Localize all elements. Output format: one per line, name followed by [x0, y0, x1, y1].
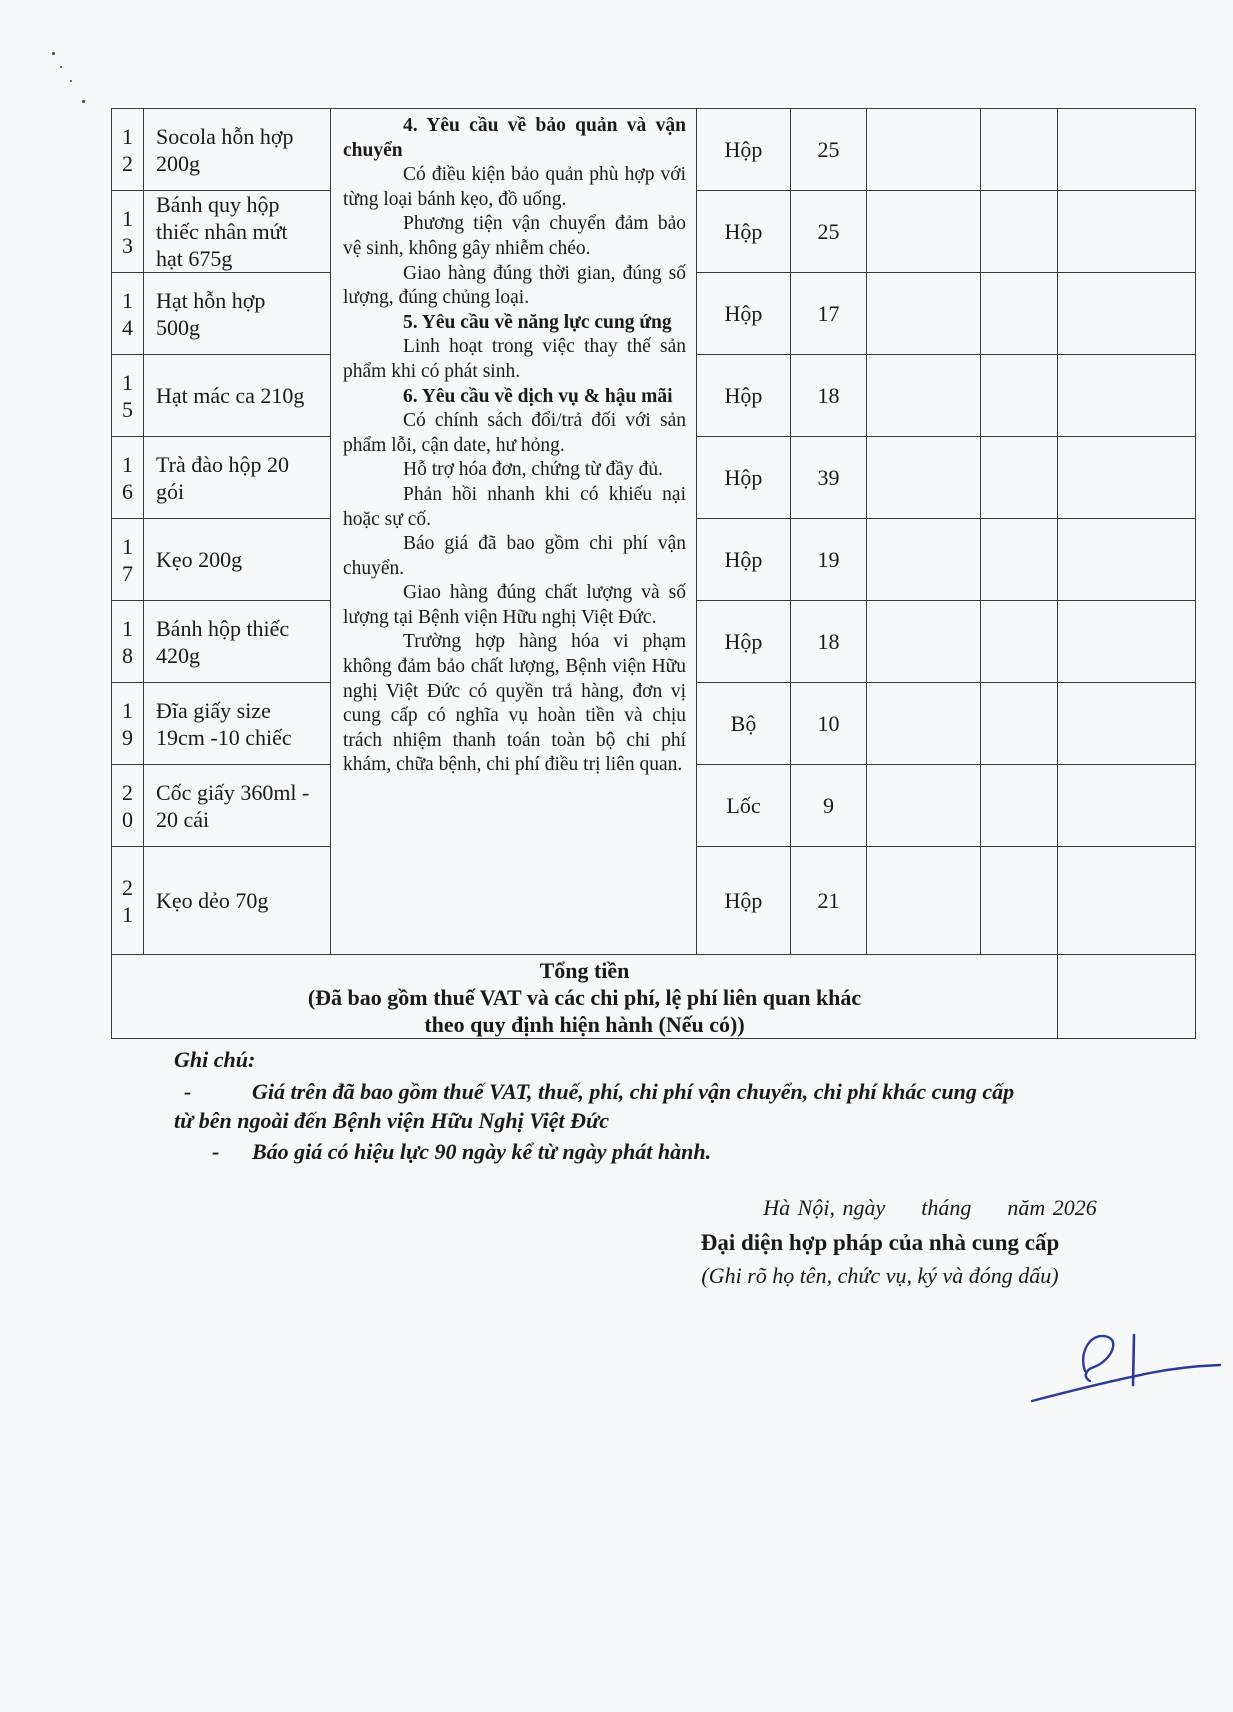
amount-cell — [1058, 355, 1196, 437]
vat-cell — [981, 191, 1058, 273]
unit-price-cell — [867, 355, 981, 437]
unit-price-cell — [867, 437, 981, 519]
item-unit: Hộp — [697, 437, 791, 519]
item-quantity: 25 — [791, 109, 867, 191]
item-number-digit: 5 — [122, 396, 133, 422]
item-unit: Hộp — [697, 601, 791, 683]
item-quantity: 17 — [791, 273, 867, 355]
item-name-line: Hạt hỗn hợp — [156, 287, 266, 313]
vat-cell — [981, 847, 1058, 955]
note-bullet: - — [212, 1139, 220, 1164]
scan-speck — [52, 52, 55, 55]
month-label: tháng — [921, 1195, 972, 1220]
item-name — [144, 683, 331, 765]
item-number — [112, 355, 144, 437]
item-quantity: 39 — [791, 437, 867, 519]
total-label-line: theo quy định hiện hành (Nếu có)) — [424, 1012, 745, 1037]
item-quantity: 9 — [791, 765, 867, 847]
item-number — [112, 765, 144, 847]
unit-price-cell — [867, 191, 981, 273]
amount-cell — [1058, 519, 1196, 601]
amount-cell — [1058, 437, 1196, 519]
scan-speck — [60, 66, 62, 68]
total-row — [112, 955, 1196, 1039]
requirement-text: Trường hợp hàng hóa vi phạm không đảm bảo chất lượng, Bệnh viện Hữu nghị Việt Đức có quyền trả hàng, đơn vị cung cấp có nghĩa vụ hoàn tiền và chịu trách nhiệm thanh toán toàn bộ chi phí khám, chữa bệnh, chi phí điều trị liên quan. — [343, 631, 686, 776]
note-text-2: Báo giá có hiệu lực 90 ngày kể từ ngày phát hành. — [252, 1139, 712, 1164]
item-number — [112, 109, 144, 191]
item-unit: Lốc — [697, 765, 791, 847]
item-quantity: 10 — [791, 683, 867, 765]
vat-cell — [981, 273, 1058, 355]
place-date-label: Hà Nội, ngày — [763, 1195, 886, 1220]
notes-section — [174, 1045, 1134, 1166]
item-name — [144, 355, 331, 437]
item-quantity: 21 — [791, 847, 867, 955]
item-unit: Hộp — [697, 109, 791, 191]
item-unit: Hộp — [697, 847, 791, 955]
requirement-text: Báo giá đã bao gồm chi phí vận chuyển. — [343, 533, 686, 579]
item-name-line: 200g — [156, 150, 200, 176]
item-name-line: Socola hỗn hợp — [156, 123, 294, 149]
note-item-2 — [212, 1137, 1134, 1166]
scan-speck — [70, 80, 72, 82]
item-number-digit: 1 — [122, 533, 133, 559]
item-name-line: thiếc nhân mứt — [156, 219, 288, 244]
requirement-text: Linh hoạt trong việc thay thế sản phẩm khi có phát sinh. — [343, 336, 686, 382]
item-quantity: 19 — [791, 519, 867, 601]
vat-cell — [981, 519, 1058, 601]
item-number-digit: 9 — [122, 724, 133, 750]
item-number-digit: 4 — [122, 314, 133, 340]
place-date — [700, 1192, 1160, 1223]
item-name-line: Hạt mác ca 210g — [156, 383, 305, 408]
amount-cell — [1058, 601, 1196, 683]
item-name — [144, 437, 331, 519]
item-name-line: hạt 675g — [156, 246, 233, 271]
item-number-digit: 2 — [122, 779, 133, 805]
requirement-text: Giao hàng đúng thời gian, đúng số lượng, đúng chủng loại. — [343, 262, 686, 309]
signature-block — [600, 1192, 1160, 1291]
note-text-1-continued: từ bên ngoài đến Bệnh viện Hữu Nghị Việt Đức — [174, 1108, 609, 1133]
item-number-digit: 1 — [122, 615, 133, 641]
amount-cell — [1058, 765, 1196, 847]
item-name — [144, 765, 331, 847]
item-name-line: 500g — [156, 314, 200, 340]
item-name-line: 19cm -10 chiếc — [156, 724, 292, 750]
year-label: năm 2026 — [1007, 1195, 1097, 1220]
item-unit: Hộp — [697, 191, 791, 273]
item-number-digit: 1 — [122, 697, 133, 723]
requirement-text: Có chính sách đổi/trả đối với sản phẩm lỗi, cận date, hư hỏng. — [343, 410, 686, 456]
item-unit: Hộp — [697, 273, 791, 355]
item-name-line: Trà đào hộp 20 — [156, 451, 290, 477]
requirement-heading: 5. Yêu cầu về năng lực cung ứng — [403, 311, 672, 333]
item-number — [112, 519, 144, 601]
requirement-heading: 4. Yêu cầu về bảo quản và vận chuyển — [343, 115, 686, 161]
item-name-line: Kẹo dẻo 70g — [156, 888, 269, 913]
item-name-line: Cốc giấy 360ml - — [156, 779, 310, 805]
item-name — [144, 109, 331, 191]
scan-speck — [82, 100, 85, 103]
vat-cell — [981, 601, 1058, 683]
vat-cell — [981, 765, 1058, 847]
note-item-1 — [174, 1077, 1134, 1106]
item-number — [112, 191, 144, 273]
item-quantity: 25 — [791, 191, 867, 273]
note-bullet: - — [184, 1079, 192, 1104]
representative-title: Đại diện hợp pháp của nhà cung cấp — [700, 1230, 1060, 1255]
total-label-line: (Đã bao gồm thuế VAT và các chi phí, lệ phí liên quan khác — [307, 985, 862, 1010]
unit-price-cell — [867, 765, 981, 847]
amount-cell — [1058, 847, 1196, 955]
item-name — [144, 847, 331, 955]
item-name — [144, 519, 331, 601]
requirement-text: Hỗ trợ hóa đơn, chứng từ đầy đủ. — [403, 459, 664, 481]
item-number — [112, 437, 144, 519]
item-number-digit: 2 — [122, 874, 133, 900]
requirement-text: Phản hồi nhanh khi có khiếu nại hoặc sự cố. — [343, 483, 686, 530]
signature-instruction: (Ghi rõ họ tên, chức vụ, ký và đóng dấu) — [701, 1263, 1059, 1288]
vat-cell — [981, 683, 1058, 765]
unit-price-cell — [867, 683, 981, 765]
item-number — [112, 273, 144, 355]
requirements-cell — [331, 109, 697, 955]
item-unit: Hộp — [697, 355, 791, 437]
item-quantity: 18 — [791, 355, 867, 437]
item-number — [112, 847, 144, 955]
unit-price-cell — [867, 273, 981, 355]
item-name-line: 420g — [156, 642, 200, 668]
amount-cell — [1058, 683, 1196, 765]
requirement-text: Có điều kiện bảo quản phù hợp với từng loại bánh kẹo, đồ uống. — [343, 164, 686, 210]
item-name-line: gói — [156, 478, 185, 504]
requirement-text: Phương tiện vận chuyển đảm bảo vệ sinh, không gây nhiễm chéo. — [343, 213, 686, 259]
item-number-digit: 0 — [122, 806, 133, 832]
total-label-line: Tổng tiền — [539, 958, 630, 983]
item-number-digit: 1 — [122, 287, 133, 313]
item-number-digit: 1 — [122, 123, 133, 149]
vat-cell — [981, 109, 1058, 191]
item-number-digit: 7 — [122, 560, 133, 586]
item-number — [112, 601, 144, 683]
item-name-line: Bánh hộp thiếc — [156, 615, 290, 641]
item-unit: Bộ — [697, 683, 791, 765]
item-name — [144, 273, 331, 355]
item-name-line: 20 cái — [156, 806, 210, 832]
requirement-heading: 6. Yêu cầu về dịch vụ & hậu mãi — [403, 385, 673, 407]
item-number — [112, 683, 144, 765]
item-name — [144, 601, 331, 683]
quote-table — [111, 108, 1196, 1039]
item-name-line: Bánh quy hộp — [156, 192, 280, 217]
item-number-digit: 6 — [122, 478, 133, 504]
notes-title: Ghi chú: — [174, 1047, 256, 1072]
handwritten-signature-icon — [1030, 1325, 1225, 1415]
unit-price-cell — [867, 601, 981, 683]
item-name-line: Kẹo 200g — [156, 547, 243, 572]
item-number-digit: 1 — [122, 901, 133, 927]
amount-cell — [1058, 191, 1196, 273]
note-text-1: Giá trên đã bao gồm thuế VAT, thuế, phí, chi phí vận chuyển, chi phí khác cung cấp — [252, 1079, 1015, 1104]
item-quantity: 18 — [791, 601, 867, 683]
vat-cell — [981, 355, 1058, 437]
unit-price-cell — [867, 847, 981, 955]
amount-cell — [1058, 109, 1196, 191]
unit-price-cell — [867, 109, 981, 191]
table-row — [112, 109, 1196, 191]
total-label — [112, 955, 1058, 1039]
item-number-digit: 1 — [122, 205, 133, 231]
item-number-digit: 1 — [122, 369, 133, 395]
unit-price-cell — [867, 519, 981, 601]
item-unit: Hộp — [697, 519, 791, 601]
requirement-text: Giao hàng đúng chất lượng và số lượng tại Bệnh viện Hữu nghị Việt Đức. — [343, 582, 686, 628]
item-number-digit: 8 — [122, 642, 133, 668]
item-name — [144, 191, 331, 273]
vat-cell — [981, 437, 1058, 519]
item-number-digit: 2 — [122, 150, 133, 176]
item-number-digit: 1 — [122, 451, 133, 477]
item-name-line: Đĩa giấy size — [156, 697, 271, 723]
amount-cell — [1058, 273, 1196, 355]
item-number-digit: 3 — [122, 232, 133, 258]
total-amount-cell — [1058, 955, 1196, 1039]
